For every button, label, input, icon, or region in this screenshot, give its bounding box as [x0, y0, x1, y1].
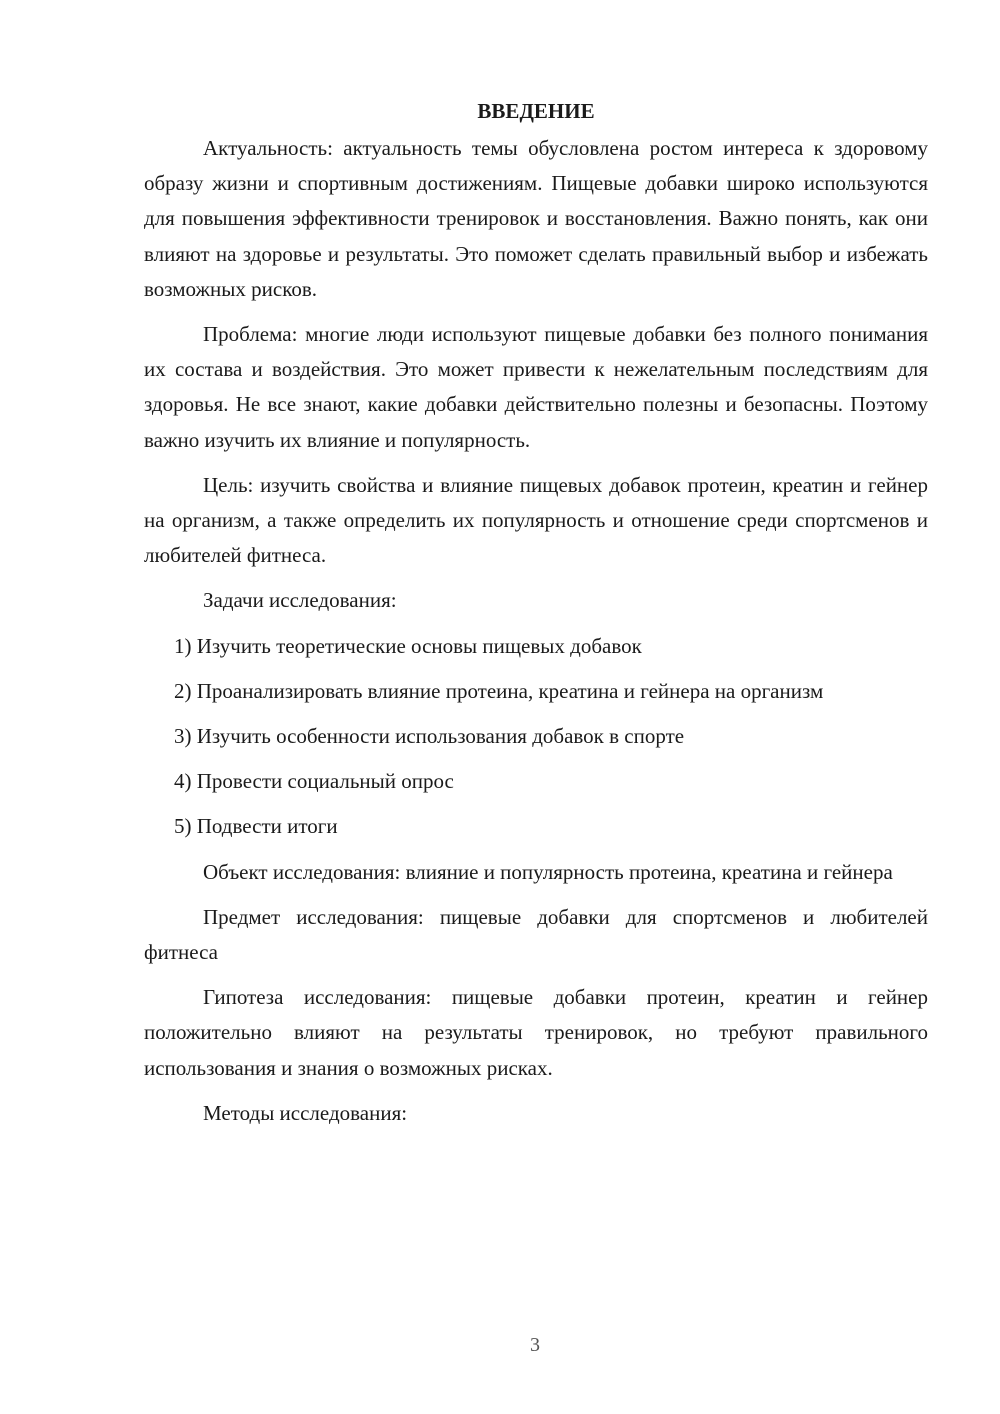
task-item: 1) Изучить теоретические основы пищевых добавок	[174, 633, 642, 658]
object-paragraph: Объект исследования: влияние и популярность протеина, креатина и гейнера	[203, 859, 893, 884]
problem-paragraph: Проблема: многие люди используют пищевые добавки без полного понимания их состава и воздействия. Это может привести к нежелательным последствиям для здоровья. Не все знают, какие добавки действительно полезны и безопасны. Поэтому важно изучить их влияние и популярность.	[144, 322, 928, 452]
relevance-paragraph: Актуальность: актуальность темы обусловлена ростом интереса к здоровому образу жизни и спортивным достижениям. Пищевые добавки широко используются для повышения эффективности тренировок и восстановления. Важно понять, как они влияют на здоровье и результаты. Это поможет сделать правильный выбор и избежать возможных рисков.	[144, 136, 928, 301]
tasks-heading: Задачи исследования:	[203, 588, 397, 613]
document-title: ВВЕДЕНИЕ	[477, 99, 595, 123]
document-page	[144, 95, 928, 1141]
task-item: 4) Провести социальный опрос	[174, 769, 454, 794]
goal-paragraph: Цель: изучить свойства и влияние пищевых добавок протеин, креатин и гейнер на организм, а также определить их популярность и отношение среди спортсменов и любителей фитнеса.	[144, 472, 928, 568]
task-item: 3) Изучить особенности использования добавок в спорте	[174, 724, 685, 749]
hypothesis-paragraph: Гипотеза исследования: пищевые добавки протеин, креатин и гейнер положительно влияют на результаты тренировок, но требуют правильного использования и знания о возможных рисках.	[144, 985, 928, 1080]
task-item: 5) Подвести итоги	[174, 814, 338, 839]
methods-heading: Методы исследования:	[203, 1100, 408, 1125]
task-item: 2) Проанализировать влияние протеина, креатина и гейнера на организм	[174, 678, 824, 703]
subject-paragraph: Предмет исследования: пищевые добавки для спортсменов и любителей фитнеса	[144, 904, 928, 965]
page-number: 3	[530, 1334, 540, 1356]
